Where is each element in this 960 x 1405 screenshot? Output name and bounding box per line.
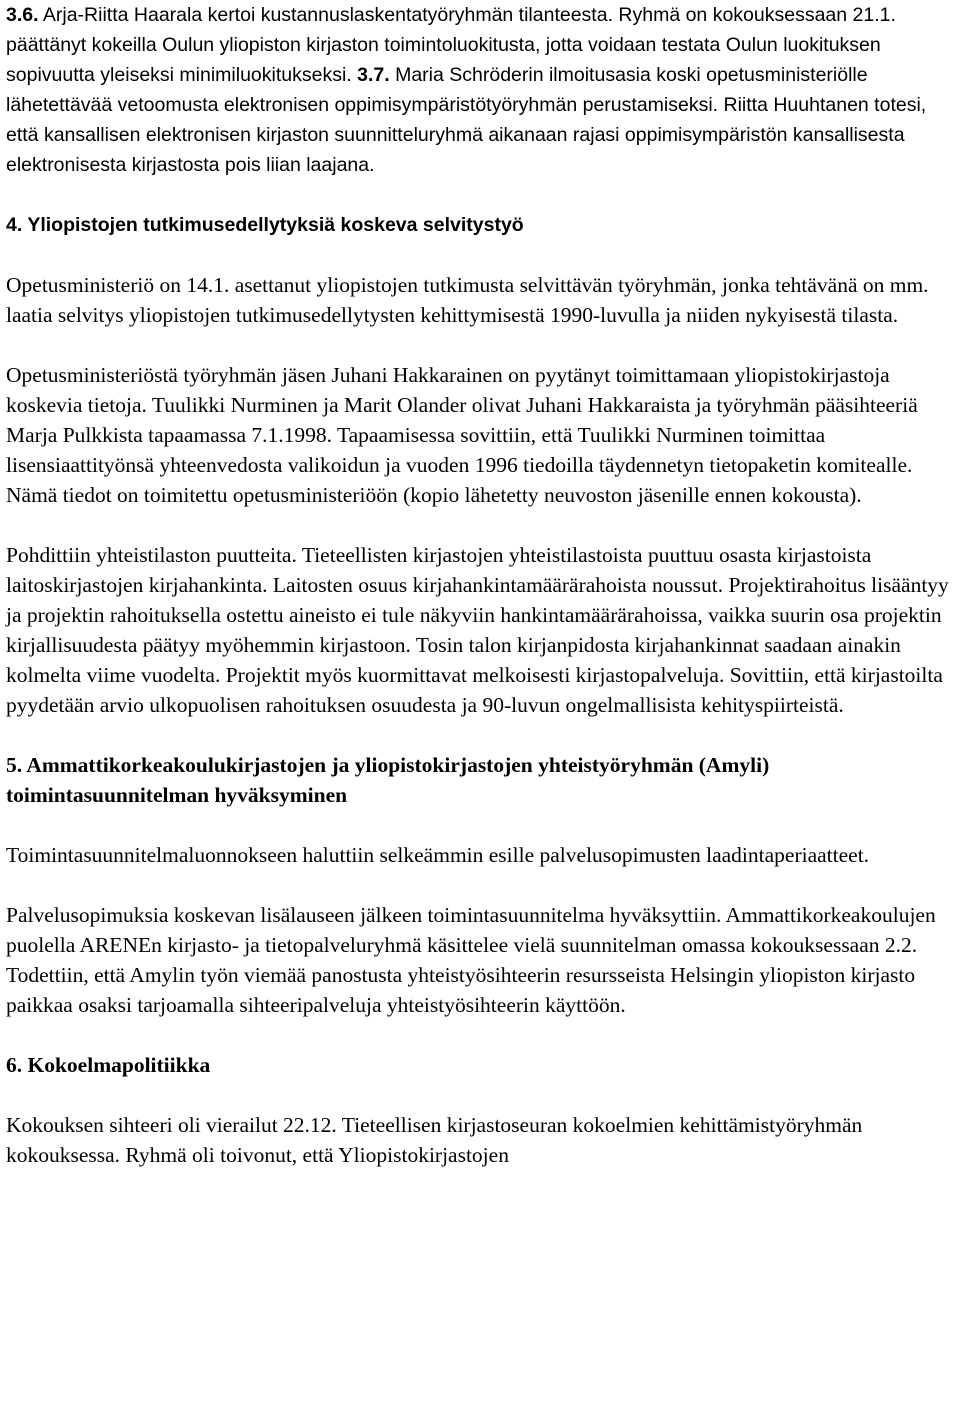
spacer — [6, 810, 954, 840]
spacer — [6, 1020, 954, 1050]
spacer — [6, 510, 954, 540]
spacer — [6, 330, 954, 360]
spacer — [6, 1080, 954, 1110]
spacer — [6, 240, 954, 270]
spacer — [6, 180, 954, 210]
item-number-3-6: 3.6. — [6, 4, 39, 26]
item-number-3-7: 3.7. — [357, 64, 390, 86]
section-4-paragraph: Opetusministeriö on 14.1. asettanut yliopistojen tutkimusta selvittävän työryhmän, jonka tehtävänä on mm. laatia selvitys yliopistojen tutkimusedellytysten kehittymisestä 1990-luvulla ja niiden nykyisestä tilasta. — [6, 273, 929, 327]
document-page — [6, 0, 954, 1170]
section-4-heading: 4. Yliopistojen tutkimusedellytyksiä koskeva selvitystyö — [6, 214, 524, 236]
spacer — [6, 870, 954, 900]
section-6-heading: 6. Kokoelmapolitiikka — [6, 1053, 211, 1077]
item-3-7-text: Maria Schröderin ilmoitusasia koski opetusministeriölle lähetettävää vetoomusta elektronisen oppimisympäristötyöryhmän perustamiseksi. Riitta Huuhtanen totesi, että kansallisen elektronisen kirjaston suunnitteluryhmä aikanaan rajasi oppimisympäristön kansallisesta elektronisesta kirjastosta pois liian laajana. — [6, 64, 927, 176]
section-4-paragraph: Opetusministeriöstä työryhmän jäsen Juhani Hakkarainen on pyytänyt toimittamaan yliopistokirjastoja koskevia tietoja. Tuulikki Nurminen ja Marit Olander olivat Juhani Hakkaraista ja työryhmän pääsihteeriä Marja Pulkkista tapaamassa 7.1.1998. Tapaamisessa sovittiin, että Tuulikki Nurminen toimittaa lisensiaattityönsä yhteenvedosta valikoidun ja vuoden 1996 tiedoilla täydennetyn tietopaketin komitealle. Nämä tiedot on toimitettu opetusministeriöön (kopio lähetetty neuvoston jäsenille ennen kokousta). — [6, 363, 918, 507]
item-3-6-text: Arja-Riitta Haarala kertoi kustannuslaskentatyöryhmän tilanteesta. Ryhmä on kokouksessaan 21.1. päättänyt kokeilla Oulun yliopiston kirjaston toimintoluokitusta, jotta voidaan testata Oulun luokituksen sopivuutta yleiseksi minimiluokitukseksi. — [6, 4, 896, 86]
section-5-paragraph: Toimintasuunnitelmaluonnokseen haluttiin selkeämmin esille palvelusopimusten laadintaperiaatteet. — [6, 843, 870, 867]
section-4-paragraph: Pohdittiin yhteistilaston puutteita. Tieteellisten kirjastojen yhteistilastoista puuttuu osasta kirjastoista laitoskirjastojen kirjahankinta. Laitosten osuus kirjahankintamäärärahoista noussut. Projektirahoitus lisääntyy ja projektin rahoituksella ostettu aineisto ei tule näkyviin hankintamäärärahoissa, vaikka suurin osa projektin kirjallisuudesta päätyy myöhemmin kirjastoon. Tosin talon kirjanpidosta kirjahankinnat saadaan ainakin kolmelta viime vuodelta. Projektit myös kuormittavat melkoisesti kirjastopalveluja. Sovittiin, että kirjastoilta pyydetään arvio ulkopuolisen rahoituksen osuudesta ja 90-luvun ongelmallisista kehityspiirteistä. — [6, 543, 949, 717]
spacer — [6, 720, 954, 750]
section-5-paragraph: Palvelusopimuksia koskevan lisälauseen jälkeen toimintasuunnitelma hyväksyttiin. Ammattikorkeakoulujen puolella ARENEn kirjasto- ja tietopalveluryhmä käsittelee vielä suunnitelman omassa kokouksessaan 2.2. Todettiin, että Amylin työn viemää panostusta yhteistyösihteerin resursseista Helsingin yliopiston kirjasto paikkaa osaksi tarjoamalla sihteeripalveluja yhteistyösihteerin käyttöön. — [6, 903, 936, 1017]
section-5-heading: 5. Ammattikorkeakoulukirjastojen ja yliopistokirjastojen yhteistyöryhmän (Amyli) toimintasuunnitelman hyväksyminen — [6, 753, 770, 807]
section-6-paragraph: Kokouksen sihteeri oli vierailut 22.12. Tieteellisen kirjastoseuran kokoelmien kehittämistyöryhmän kokouksessa. Ryhmä oli toivonut, että Yliopistokirjastojen — [6, 1113, 863, 1167]
section-3-paragraph — [6, 0, 954, 180]
